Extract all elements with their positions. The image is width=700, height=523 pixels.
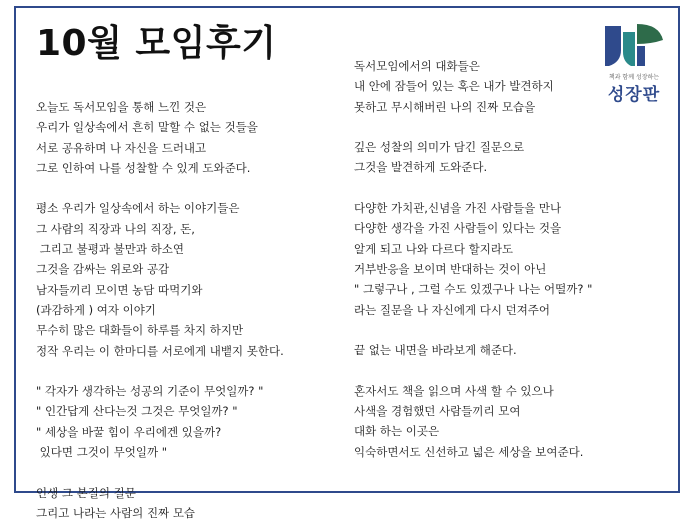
text-line: 내 안에 잠들어 있는 혹은 내가 발견하지 [354, 79, 554, 94]
text-line: 독서모임에서의 대화들은 [354, 59, 480, 73]
text-line: 혼자서도 책을 읽으며 사색 할 수 있으나 [354, 383, 554, 398]
text-line: " 인간답게 산다는것 그것은 무엇일까? " [36, 404, 238, 419]
text-line: 서로 공유하며 나 자신을 드러내고 [36, 140, 207, 155]
text-line: 대화 하는 이곳은 [354, 424, 440, 439]
text-line: 평소 우리가 일상속에서 하는 이야기들은 [36, 201, 240, 216]
text-line: 사색을 경험했던 사람들끼리 모여 [354, 404, 521, 419]
text-line: 거부반응을 보이며 반대하는 것이 아닌 [354, 261, 547, 276]
logo-tagline: 책과 함께 성장하는 [608, 74, 660, 81]
text-line: 정작 우리는 이 한마디를 서로에게 내뱉지 못한다. [36, 343, 284, 358]
text-line: 끝 없는 내면을 바라보게 해준다. [354, 343, 517, 358]
text-line: 오늘도 독서모임을 통해 느낀 것은 [36, 100, 207, 114]
text-line: 그것을 발견하게 도와준다. [354, 160, 488, 175]
text-line: 그로 인하여 나를 성찰할 수 있게 도와준다. [36, 160, 251, 175]
text-line [36, 178, 336, 198]
text-line: 있다면 그것이 무엇일까 " [36, 445, 168, 460]
right-text-column [354, 56, 624, 462]
left-text-column [36, 97, 336, 523]
text-line: 그 사람의 직장과 나의 직장, 돈, [36, 221, 195, 236]
text-line: " 각자가 생각하는 성공의 기준이 무엇일까? " [36, 384, 264, 399]
text-line: 인생 그 본질의 질문 [36, 485, 136, 500]
text-line: 다양한 가치관,신념을 가진 사람들을 만나 [354, 201, 562, 216]
text-line [354, 117, 624, 137]
text-line: 남자들끼리 모이면 농담 따먹기와 [36, 282, 203, 297]
text-line: 익숙하면서도 신선하고 넓은 세상을 보여준다. [354, 444, 584, 459]
page-title: 10월 모임후기 [36, 23, 277, 64]
text-line: 깊은 성찰의 의미가 담긴 질문으로 [354, 140, 525, 155]
text-line: " 세상을 바꿀 힘이 우리에겐 있을까? [36, 424, 222, 439]
text-line: 그것을 감싸는 위로와 공감 [36, 262, 170, 277]
text-line: 우리가 일상속에서 흔히 말할 수 없는 것들을 [36, 120, 258, 135]
text-line: 그리고 불평과 불만과 하소연 [36, 242, 184, 257]
text-line: (과감하게 ) 여자 이야기 [36, 302, 156, 317]
text-line: 그리고 나라는 사람의 진짜 모습 [36, 505, 196, 520]
text-line [354, 178, 624, 198]
text-line: 무수히 많은 대화들이 하루를 차지 하지만 [36, 323, 244, 338]
text-line [36, 462, 336, 482]
logo-name: 성장판 [607, 85, 661, 105]
text-line [354, 320, 624, 340]
text-line [36, 361, 336, 381]
text-line: 라는 질문을 나 자신에게 다시 던져주어 [354, 302, 551, 317]
text-line: 다양한 생각을 가진 사람들이 있다는 것을 [354, 221, 562, 236]
text-line: 못하고 무시해버린 나의 진짜 모습을 [354, 99, 536, 114]
text-line: 알게 되고 나와 다르다 할지라도 [354, 241, 514, 256]
text-line: " 그렇구나 , 그럴 수도 있겠구나 나는 어떨까? " [354, 282, 593, 297]
text-line [354, 360, 624, 380]
